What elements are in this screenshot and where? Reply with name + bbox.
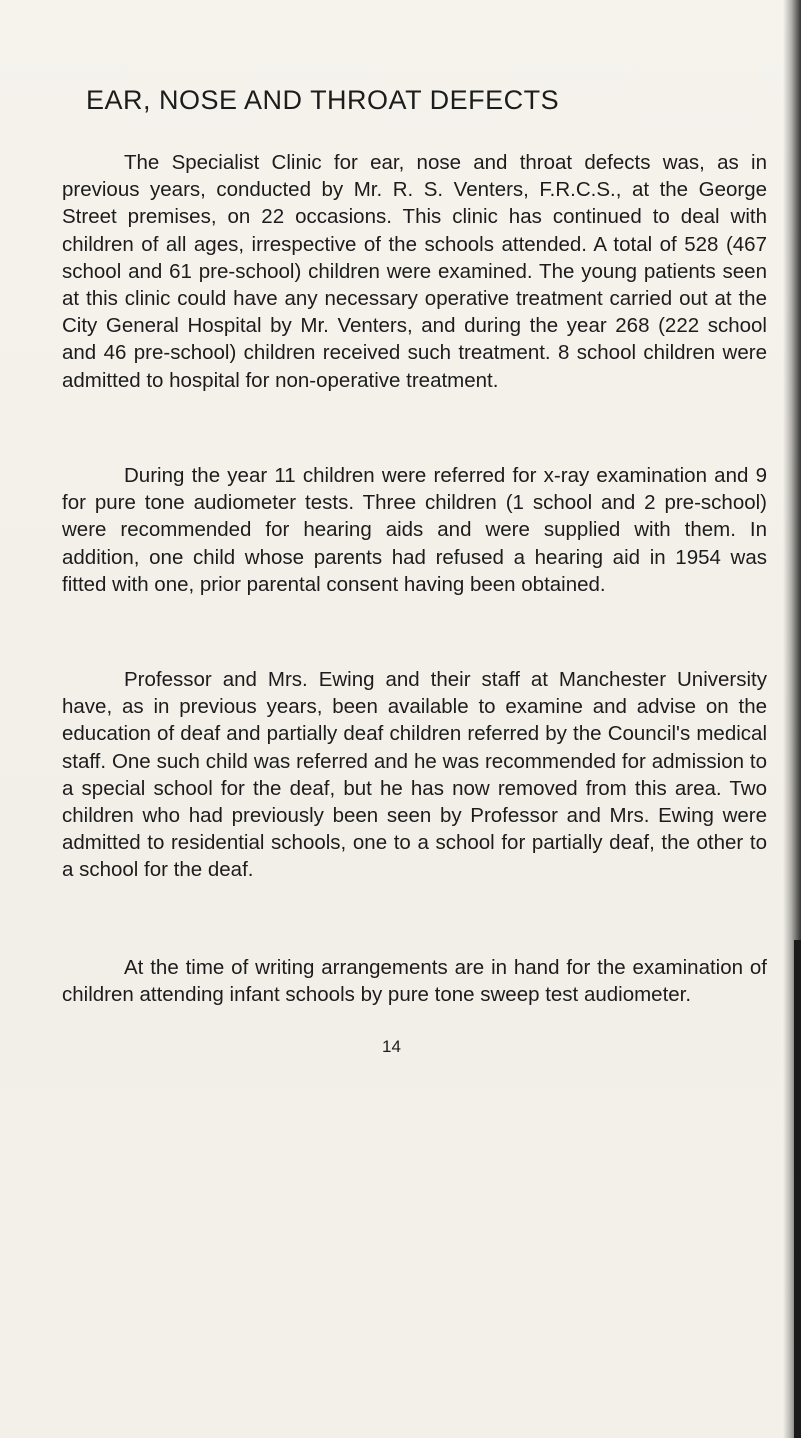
- paragraph-clinic: The Specialist Clinic for ear, nose and throat defects was, as in previous years, conducted by Mr. R. S. Venters, F.R.C.S., at the George Street premises, on 22 occasions. This clinic has continued to deal with children of all ages, irrespective of the schools attended. A total of 528 (467 school and 61 pre-school) children were examined. The young patients seen at this clinic could have any necessary operative treatment carried out at the City General Hospital by Mr. Venters, and during the year 268 (222 school and 46 pre-school) children received such treatment. 8 school children were admitted to hospital for non-operative treatment.: [62, 151, 767, 392]
- paragraph-arrangements: At the time of writing arrangements are in hand for the examination of children attending infant schools by pure tone sweep test audiometer.: [62, 956, 767, 1007]
- page-title: EAR, NOSE AND THROAT DEFECTS: [86, 85, 560, 115]
- paragraph-manchester: Professor and Mrs. Ewing and their staff at Manchester University have, as in previous years, been available to examine and advise on the education of deaf and partially deaf children referred by the Council's medical staff. One such child was referred and he was recommended for admission to a special school for the deaf, but he has now removed from this area. Two children who had previously been seen by Professor and Mrs. Ewing were admitted to residential schools, one to a school for partially deaf, the other to a school for the deaf.: [62, 668, 767, 882]
- paragraph-referrals: During the year 11 children were referred for x-ray examination and 9 for pure tone audiometer tests. Three children (1 school and 2 pre-school) were recommended for hearing aids and were supplied with them. In addition, one child whose parents had refused a hearing aid in 1954 was fitted with one, prior parental consent having been obtained.: [62, 464, 767, 596]
- page-number: 14: [382, 1037, 401, 1056]
- page-binding-edge: [794, 940, 801, 1438]
